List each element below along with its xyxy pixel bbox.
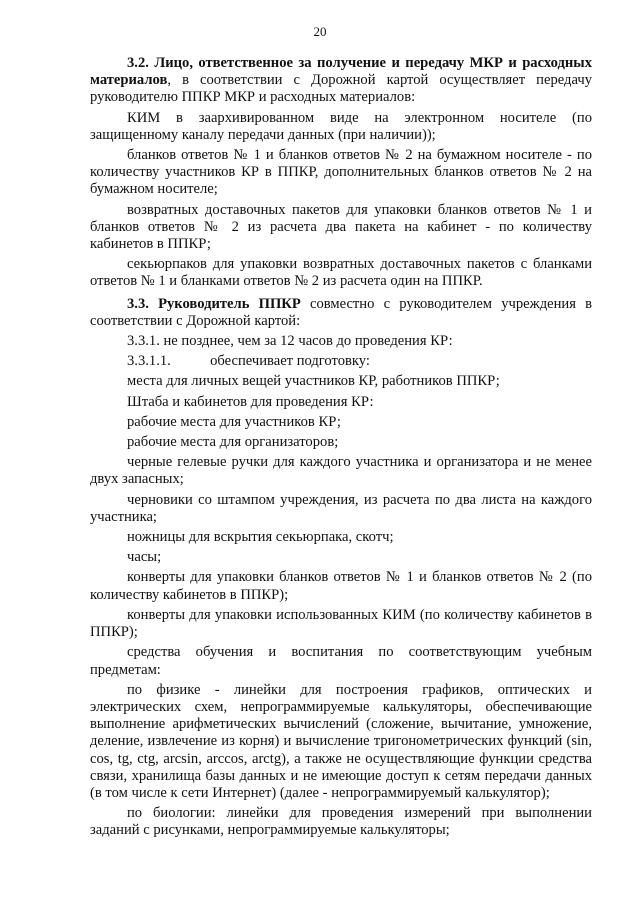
list-item-organizer-workplaces: рабочие места для организаторов; bbox=[127, 434, 339, 451]
list-item-drafts: черновики со штампом учреждения, из расчета по два листа на каждого участника; bbox=[90, 491, 592, 525]
paragraph-text: , в соответствии с Дорожной картой осуществляет передачу руководителю ППКР МКР и расходных материалов: bbox=[90, 72, 592, 106]
list-item-answer-forms: бланков ответов № 1 и бланков ответов № 2 на бумажном носителе - по количеству участников КР в ППКР, дополнительных бланков ответов № 2 на бумажном носителе; bbox=[90, 147, 592, 198]
paragraph-3-3-1: 3.3.1. не позднее, чем за 12 часов до проведения КР: bbox=[127, 333, 453, 350]
list-item-clock: часы; bbox=[127, 549, 162, 566]
section-number: 3.2. bbox=[127, 55, 149, 71]
list-item-answer-envelopes: конверты для упаковки бланков ответов № 1 и бланков ответов № 2 (по количеству кабинетов в ППКР); bbox=[90, 569, 592, 603]
section-number: 3.3. bbox=[127, 295, 149, 312]
list-item-return-packages: возвратных доставочных пакетов для упаковки бланков ответов № 1 и бланков ответов № 2 из расчета два пакета на кабинет - по количеству кабинетов в ППКР; bbox=[90, 201, 592, 253]
paragraph-text: обеспечивает подготовку: bbox=[210, 353, 370, 370]
paragraph-3-3-1-1 bbox=[90, 353, 592, 370]
paragraph-3-2 bbox=[90, 55, 592, 107]
list-item-physics: по физике - линейки для построения графиков, оптических и электрических схем, непрограммируемые калькуляторы, обеспечивающие выполнение арифметических вычислений (сложение, вычитание, умножение, деление, извлечение из корня) и вычисление тригонометрических функций (sin, cos, tg, ctg, arcsin, arccos, arctg), а также не осуществляющие функции средства связи, хранилища базы данных и не имеющие доступ к сетям передачи данных (в том числе к сети Интернет) (далее - непрограммируемый калькулятор); bbox=[90, 681, 592, 801]
list-item-headquarters: Штаба и кабинетов для проведения КР: bbox=[127, 393, 374, 410]
paragraph-text: совместно с руководителем учреждения в соответствии с Дорожной картой: bbox=[90, 295, 592, 329]
list-item-securpacks: секьюрпаков для упаковки возвратных доставочных пакетов с бланками ответов № 1 и бланками ответов № 2 из расчета один на ППКР. bbox=[90, 256, 592, 290]
list-item-teaching-aids: средства обучения и воспитания по соответствующим учебным предметам: bbox=[90, 644, 592, 678]
list-item-biology: по биологии: линейки для проведения измерений при выполнении заданий с рисунками, непрограммируемые калькуляторы; bbox=[90, 805, 592, 839]
section-number: 3.3.1.1. bbox=[127, 353, 171, 370]
document-body bbox=[90, 55, 592, 840]
list-item-participant-workplaces: рабочие места для участников КР; bbox=[127, 413, 341, 430]
list-item-scissors: ножницы для вскрытия секьюрпака, скотч; bbox=[127, 529, 394, 546]
list-item-gel-pens: черные гелевые ручки для каждого участника и организатора и не менее двух запасных; bbox=[90, 454, 592, 488]
list-item-personal-belongings: места для личных вещей участников КР, работников ППКР; bbox=[127, 373, 500, 390]
page-number: 20 bbox=[313, 24, 327, 39]
paragraph-3-3 bbox=[90, 296, 592, 330]
list-item-kim-envelopes: конверты для упаковки использованных КИМ (по количеству кабинетов в ППКР); bbox=[90, 606, 592, 641]
list-item-kim: КИМ в заархивированном виде на электронном носителе (по защищенному каналу передачи данных (при наличии)); bbox=[90, 109, 592, 143]
bold-heading: Лицо, ответственное за получение и передачу МКР и расходных материалов bbox=[90, 55, 592, 89]
bold-heading: Руководитель ППКР bbox=[158, 295, 301, 312]
